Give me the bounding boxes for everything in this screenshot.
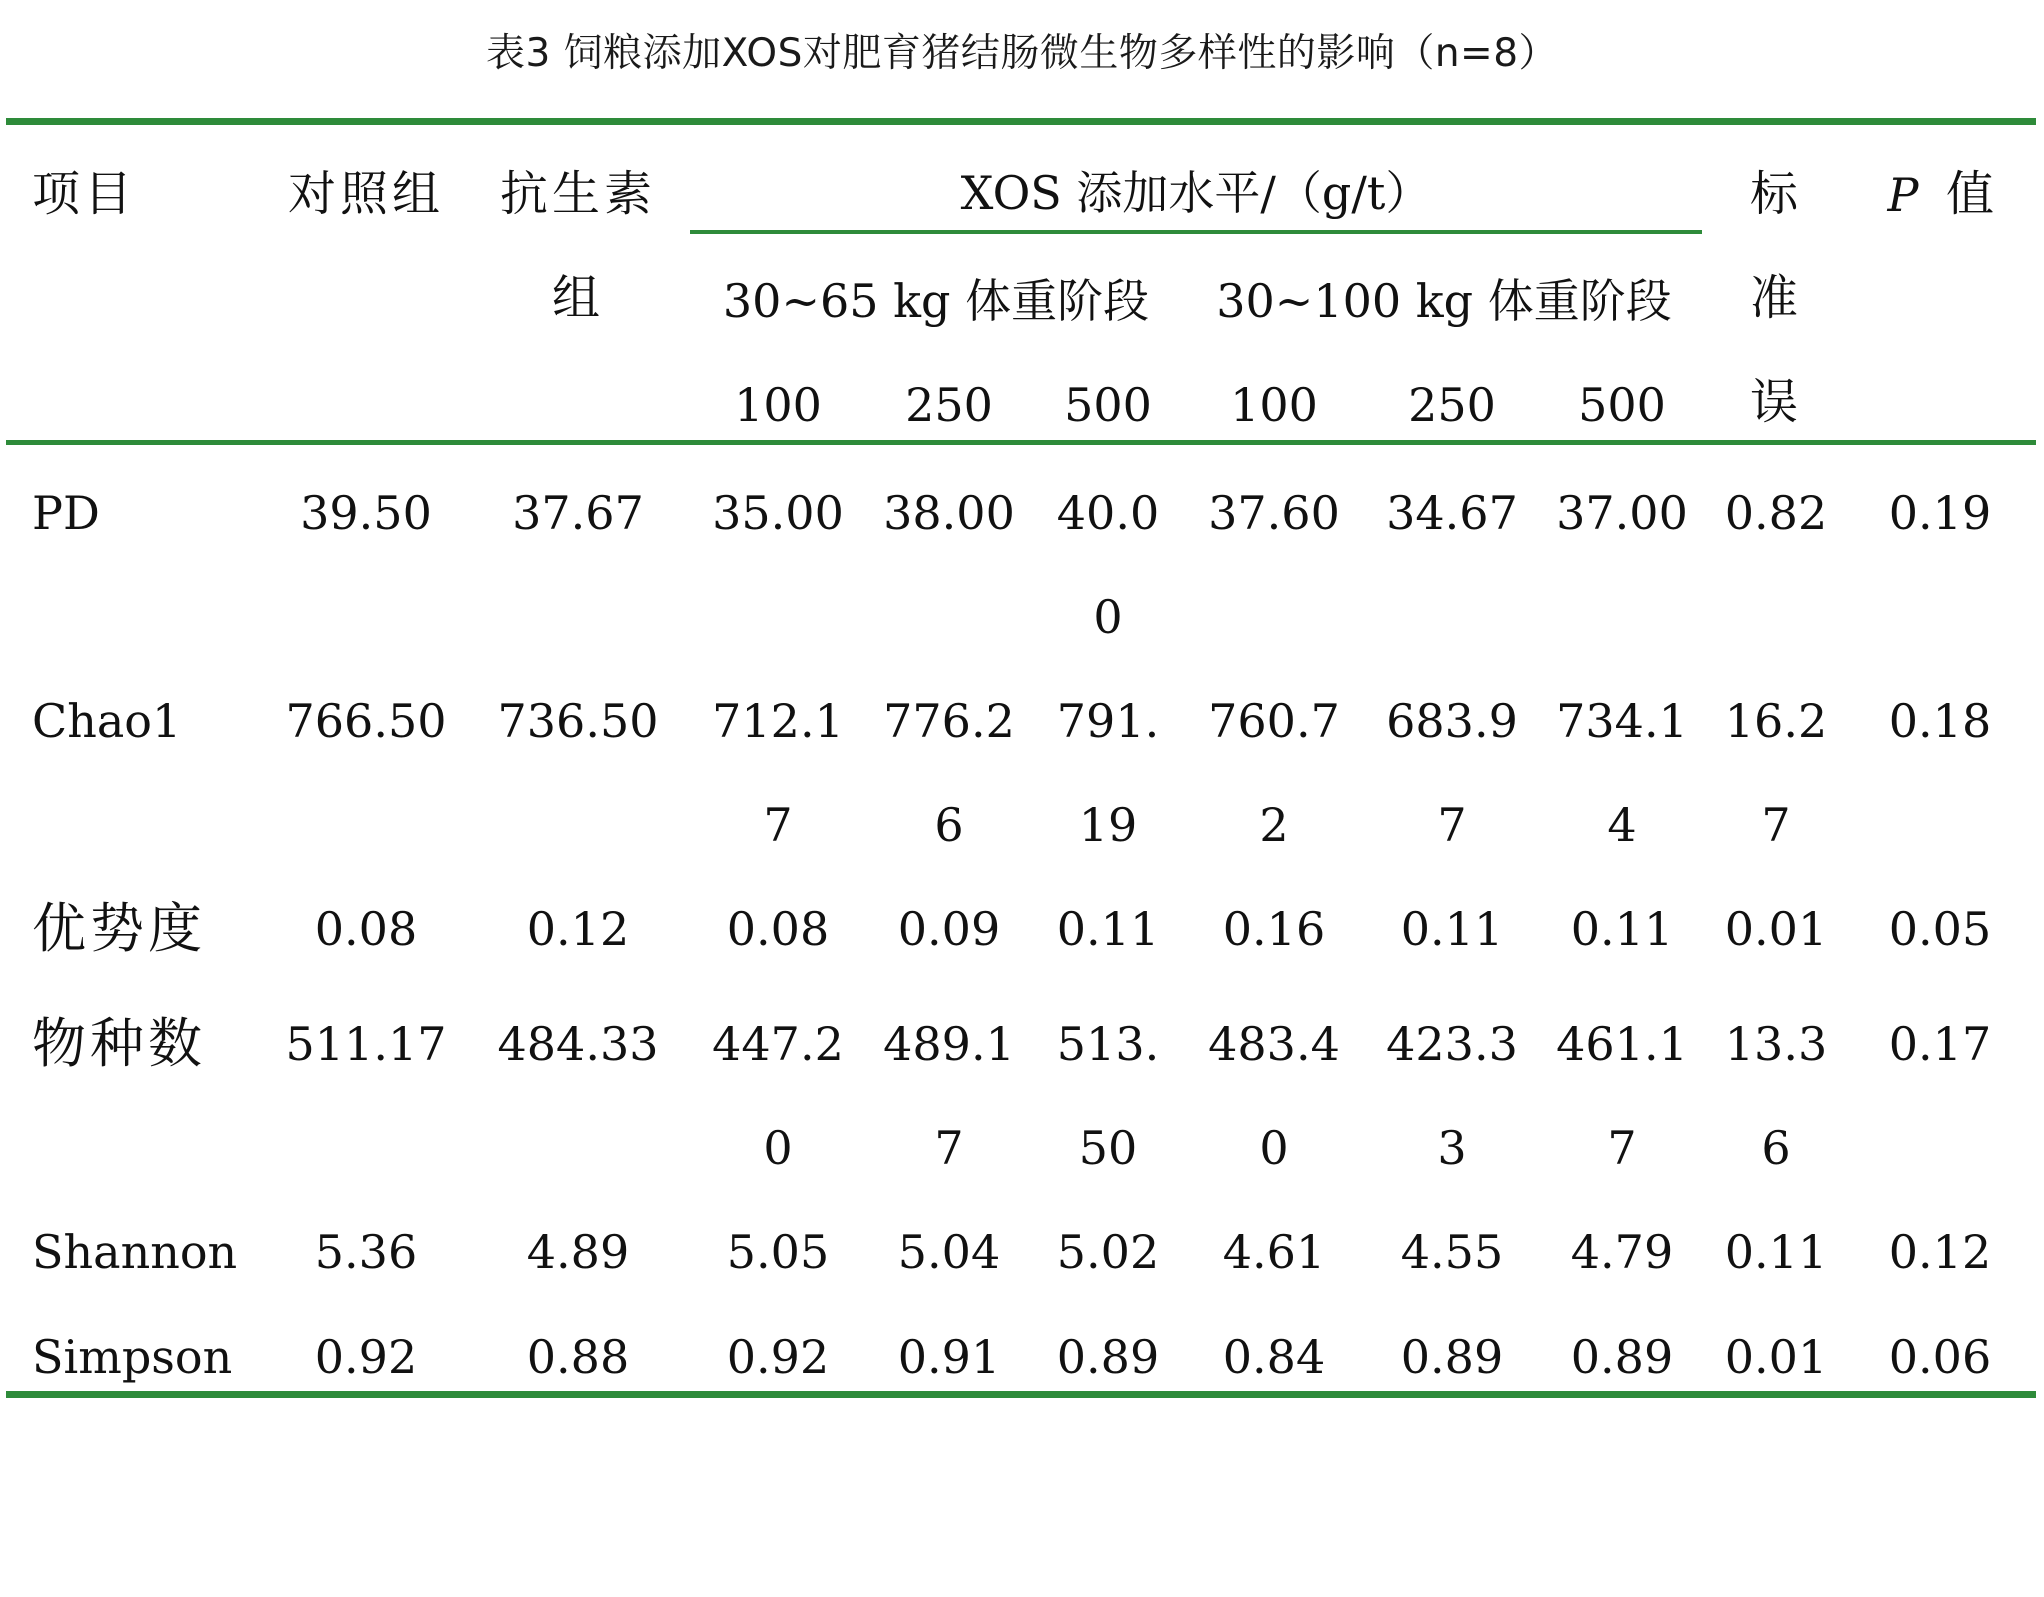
table-cell: 5.04 — [897, 1225, 1001, 1279]
table-cell: 5.02 — [1056, 1225, 1160, 1279]
row-label: PD — [32, 486, 100, 540]
header-xos-level: XOS 添加水平/（g/t） — [960, 166, 1432, 220]
table-cell-wrap: 7 — [1437, 798, 1467, 852]
table-cell: 734.1 — [1556, 694, 1688, 748]
header-sem-wrap-1: 准 — [1749, 270, 1803, 326]
table-cell: 34.67 — [1386, 486, 1518, 540]
table-cell: 37.00 — [1556, 486, 1688, 540]
dose-label: 250 — [1408, 378, 1496, 432]
table-cell-wrap: 7 — [1607, 1121, 1637, 1175]
table-cell: 0.11 — [1400, 902, 1504, 956]
table-cell: 4.89 — [526, 1225, 630, 1279]
table-cell: 4.55 — [1400, 1225, 1504, 1279]
table-cell: 683.9 — [1386, 694, 1518, 748]
table-cell: 0.09 — [897, 902, 1001, 956]
table-cell: 712.1 — [712, 694, 844, 748]
table-cell: 13.3 — [1724, 1017, 1828, 1071]
table-cell: 38.00 — [883, 486, 1015, 540]
table-cell: 483.4 — [1208, 1017, 1340, 1071]
table-cell: 37.60 — [1208, 486, 1340, 540]
table-cell: 0.92 — [726, 1330, 830, 1384]
header-item: 项目 — [32, 166, 137, 222]
dose-label: 100 — [1230, 378, 1318, 432]
table-cell-wrap: 6 — [934, 798, 964, 852]
table-cell: 0.89 — [1400, 1330, 1504, 1384]
table-cell: 736.50 — [497, 694, 659, 748]
table-cell-wrap: 4 — [1607, 798, 1637, 852]
header-subrule — [690, 230, 1702, 234]
table-cell: 423.3 — [1386, 1017, 1518, 1071]
table-cell: 0.06 — [1888, 1330, 1992, 1384]
dose-label: 250 — [905, 378, 993, 432]
header-p-word: 值 — [1945, 166, 1999, 222]
header-phase-1: 30~65 kg 体重阶段 — [722, 274, 1150, 328]
table-cell: 4.61 — [1222, 1225, 1326, 1279]
row-label: 物种数 — [32, 1012, 206, 1075]
table-cell: 0.89 — [1056, 1330, 1160, 1384]
dose-label: 100 — [734, 378, 822, 432]
table-cell-wrap: 0 — [1259, 1121, 1289, 1175]
table-cell-wrap: 6 — [1761, 1121, 1791, 1175]
table-cell-wrap: 7 — [934, 1121, 964, 1175]
table-cell: 461.1 — [1556, 1017, 1688, 1071]
table-cell-wrap: 3 — [1437, 1121, 1467, 1175]
table-cell: 513. — [1056, 1017, 1160, 1071]
table-cell: 484.33 — [497, 1017, 659, 1071]
table-cell: 0.82 — [1724, 486, 1828, 540]
table-cell-wrap: 19 — [1078, 798, 1138, 852]
table-cell: 0.08 — [726, 902, 830, 956]
table-cell: 760.7 — [1208, 694, 1340, 748]
row-label: 优势度 — [32, 897, 206, 960]
table-cell-wrap: 0 — [763, 1121, 793, 1175]
header-phase-2: 30~100 kg 体重阶段 — [1216, 274, 1672, 328]
table-cell: 766.50 — [285, 694, 447, 748]
table-cell: 0.92 — [314, 1330, 418, 1384]
row-label: Simpson — [32, 1330, 233, 1384]
row-label: Chao1 — [32, 694, 182, 748]
table-cell: 5.36 — [314, 1225, 418, 1279]
table-cell: 16.2 — [1724, 694, 1828, 748]
table-cell: 0.16 — [1222, 902, 1326, 956]
header-sem-wrap-2: 误 — [1749, 374, 1803, 430]
table-cell: 0.11 — [1724, 1225, 1828, 1279]
table-cell: 776.2 — [883, 694, 1015, 748]
table-cell: 511.17 — [285, 1017, 447, 1071]
dose-label: 500 — [1578, 378, 1666, 432]
bottom-rule — [6, 1391, 2036, 1398]
table-cell: 0.17 — [1888, 1017, 1992, 1071]
table-cell: 0.05 — [1888, 902, 1992, 956]
header-p-symbol: P — [1887, 168, 1919, 222]
table-cell: 5.05 — [726, 1225, 830, 1279]
table-cell-wrap: 2 — [1259, 798, 1289, 852]
table-cell: 0.12 — [1888, 1225, 1992, 1279]
table-cell: 35.00 — [712, 486, 844, 540]
table-cell: 0.18 — [1888, 694, 1992, 748]
table-cell: 4.79 — [1570, 1225, 1674, 1279]
top-rule — [6, 118, 2036, 125]
header-antibiotic: 抗生素 — [499, 166, 657, 222]
table-cell-wrap: 50 — [1078, 1121, 1138, 1175]
header-rule — [6, 440, 2036, 445]
table-cell: 0.12 — [526, 902, 630, 956]
table-cell-wrap: 7 — [1761, 798, 1791, 852]
table-cell: 447.2 — [712, 1017, 844, 1071]
header-antibiotic-wrap: 组 — [551, 270, 605, 326]
dose-label: 500 — [1064, 378, 1152, 432]
table-cell: 791. — [1056, 694, 1160, 748]
table-cell: 489.1 — [883, 1017, 1015, 1071]
table-cell: 0.01 — [1724, 1330, 1828, 1384]
table-cell: 40.0 — [1056, 486, 1160, 540]
table-cell: 0.88 — [526, 1330, 630, 1384]
table-caption: 表3 饲粮添加XOS对肥育猪结肠微生物多样性的影响（n=8） — [485, 31, 1559, 76]
row-label: Shannon — [32, 1225, 238, 1279]
table-cell: 0.01 — [1724, 902, 1828, 956]
table-cell: 39.50 — [300, 486, 432, 540]
table-cell: 0.89 — [1570, 1330, 1674, 1384]
table-cell: 0.11 — [1056, 902, 1160, 956]
table-cell: 0.84 — [1222, 1330, 1326, 1384]
table-cell: 0.11 — [1570, 902, 1674, 956]
table-cell: 0.19 — [1888, 486, 1992, 540]
header-sem: 标 — [1749, 166, 1803, 222]
table-cell-wrap: 0 — [1093, 590, 1123, 644]
table-cell-wrap: 7 — [763, 798, 793, 852]
table-cell: 37.67 — [512, 486, 644, 540]
header-control: 对照组 — [287, 166, 445, 222]
table-cell: 0.08 — [314, 902, 418, 956]
table-cell: 0.91 — [897, 1330, 1001, 1384]
